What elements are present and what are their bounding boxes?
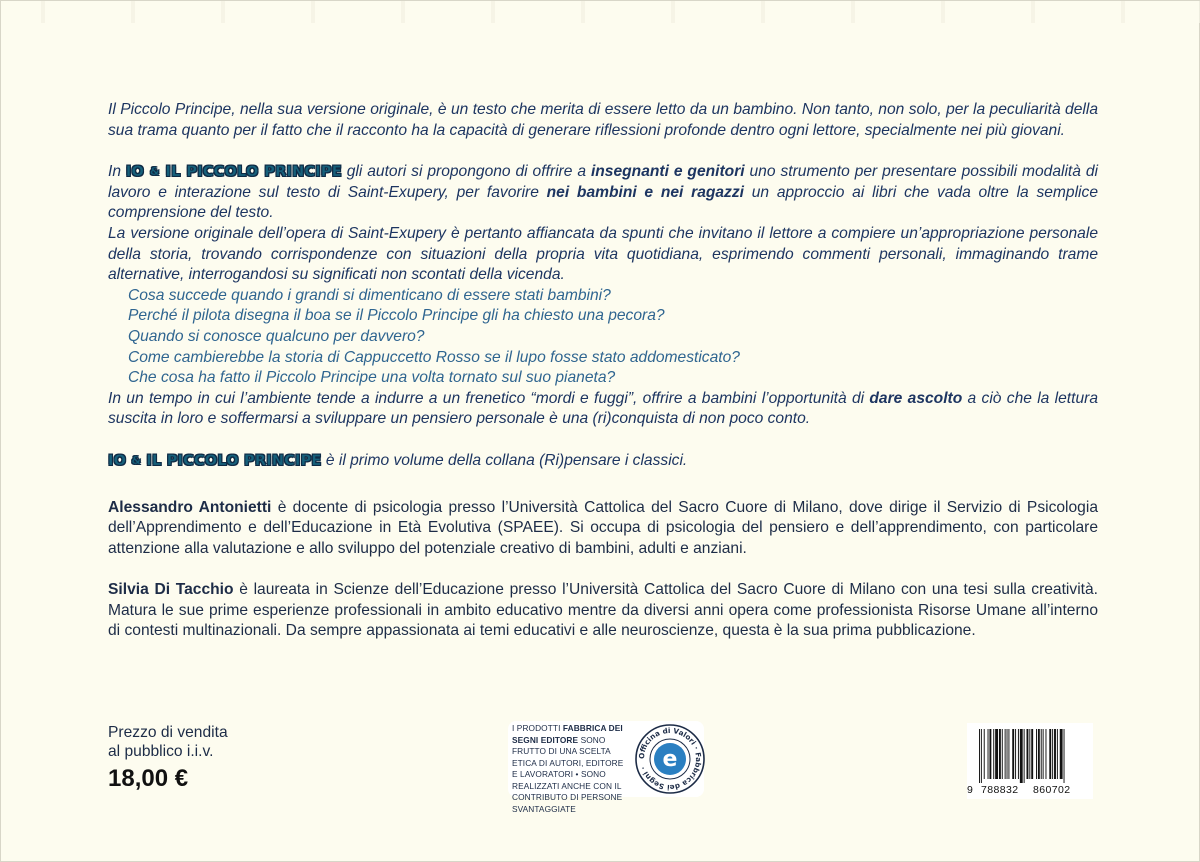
barcode-bar <box>1041 729 1042 779</box>
cover-text <box>108 100 1098 642</box>
isbn-barcode <box>967 723 1093 799</box>
svg-text:Officina di Valori · Fabbrica: Officina di Valori · Fabbrica dei Segni · <box>636 725 704 793</box>
emphasis-insegnanti: insegnanti e genitori <box>590 163 745 181</box>
series-line: IO & IL PICCOLO PRINCIPE è il primo volume della collana (Ri)pensare i classici. <box>108 451 688 469</box>
badge-text: I PRODOTTI FABBRICA DEI SEGNI EDITORE SONO FRUTTO DI UNA SCELTA ETICA DI AUTORI, EDITORE E LAVORATORI • SONO REALIZZATI ANCHE CON IL CONTRIBUTO DI PERSONE SVANTAGGIATE <box>512 723 624 814</box>
barcode-bar <box>1049 729 1051 779</box>
question-item: Quando si conosce qualcuno per davvero? <box>128 327 425 345</box>
barcode-bar <box>1027 729 1029 779</box>
barcode-bar <box>999 729 1001 779</box>
officina-valori-seal-icon <box>634 723 706 795</box>
barcode-bar <box>981 729 982 783</box>
author-name: Alessandro Antonietti <box>108 498 272 516</box>
barcode-bar <box>1018 729 1019 779</box>
price-block <box>108 723 308 792</box>
series-logo: IO & IL PICCOLO PRINCIPE <box>108 452 322 469</box>
question-item: Che cosa ha fatto il Piccolo Principe una volta tornato sul suo pianeta? <box>128 369 616 387</box>
series-logo: IO & IL PICCOLO PRINCIPE <box>125 164 342 181</box>
price-label: al pubblico i.i.v. <box>108 743 214 760</box>
top-edge-texture <box>1 1 1200 23</box>
isbn-number: 9 788832 860702 <box>967 784 1071 796</box>
barcode-bar <box>1057 729 1058 779</box>
barcode-bar <box>1020 729 1023 783</box>
barcode-bar <box>1012 729 1014 779</box>
emphasis-bambini: nei bambini e nei ragazzi <box>546 183 744 201</box>
barcode-bar <box>1060 729 1063 779</box>
question-item: Cosa succede quando i grandi si dimenticano di essere stati bambini? <box>128 286 611 304</box>
barcode-bar <box>1029 729 1030 779</box>
barcode-bar <box>1002 729 1003 779</box>
svg-text:e: e <box>662 747 678 772</box>
barcode-bar <box>993 729 994 779</box>
barcode-bar <box>1005 729 1006 779</box>
barcode-bar <box>1024 729 1025 783</box>
questions-list <box>108 286 1098 389</box>
price-amount: 18,00 € <box>108 765 189 792</box>
barcode-bar <box>989 729 991 779</box>
barcode-bar <box>1038 729 1040 779</box>
price-label: Prezzo di vendita <box>108 724 228 741</box>
approach-paragraph: La versione originale dell’opera di Saint-Exupery è pertanto affiancata da spunti che invitano il lettore a compiere un’appropriazione personale della storia, trovando corrispondenze con situazioni della propria vita quotidiana, esprimendo commenti personali, immaginando trame alternative, interrogandosi su significati non scontati della vicenda. <box>108 224 1098 284</box>
barcode-bar <box>1008 729 1009 779</box>
barcode-bar <box>1031 729 1033 779</box>
barcode-bar <box>1064 729 1065 783</box>
question-item: Come cambierebbe la storia di Cappuccetto Rosso se il lupo fosse stato addomesticato? <box>128 348 740 366</box>
ethics-badge <box>508 721 704 814</box>
author-bio: Alessandro Antonietti è docente di psicologia presso l’Università Cattolica del Sacro Cuore di Milano, dove dirige il Servizio di Psicologia dell’Apprendimento e dell’Educazione in Età Evolutiva (SPAEE). Si occupa di psicologia del pensiero e dell’apprendimento, con particolare attenzione alla valutazione e allo sviluppo del potenziale creativo di bambini, adulti e anziani. <box>108 498 1098 557</box>
question-item: Perché il pilota disegna il boa se il Piccolo Principe gli ha chiesto una pecora? <box>128 307 665 325</box>
author-name: Silvia Di Tacchio <box>108 581 234 599</box>
barcode-bar <box>984 729 985 779</box>
barcode-bar <box>1046 729 1047 779</box>
barcode-bar <box>988 729 989 779</box>
closing-paragraph: In un tempo in cui l’ambiente tende a indurre a un frenetico “mordi e fuggi”, offrire a bambini l’opportunità di dare ascolto a ciò che la lettura suscita in loro e soffermarsi a sviluppare un pensiero personale è una (ri)conquista di non poco conto. <box>108 389 1098 428</box>
emphasis-dare-ascolto: dare ascolto <box>869 389 963 407</box>
barcode-bar <box>979 729 980 783</box>
barcode-bar <box>1036 729 1037 779</box>
intro-paragraph: Il Piccolo Principe, nella sua versione originale, è un testo che merita di essere letto da un bambino. Non tanto, non solo, per la peculiarità della sua trama quanto per il fatto che il racconto ha la capacità di generare riflessioni profonde dentro ogni lettore, specialmente nei più giovani. <box>108 101 1098 139</box>
purpose-paragraph: In IO & IL PICCOLO PRINCIPE gli autori si propongono di offrire a insegnanti e genitori uno strumento per presentare possibili modalità di lavoro e interazione sul testo di Saint-Exupery, per favorire nei bambini e nei ragazzi un approccio ai libri che vada oltre la semplice comprensione del testo. <box>108 163 1098 222</box>
barcode-bar <box>1054 729 1056 779</box>
barcode-bar <box>1015 729 1016 779</box>
barcode-bars-icon <box>973 729 1087 783</box>
author-bio: Silvia Di Tacchio è laureata in Scienze dell’Educazione presso l’Università Cattolica del Sacro Cuore di Milano con una tesi sulla creatività. Matura le sue prime esperienze professionali in ambito educativo mentre da diversi anni opera come professionista Risorse Umane all’interno di contesti multinazionali. Da sempre appassionata ai temi educativi e alle neuroscienze, questa è la sua prima pubblicazione. <box>108 581 1098 640</box>
barcode-bar <box>995 729 998 779</box>
barcode-bar <box>1052 729 1053 779</box>
barcode-bar <box>1007 729 1008 779</box>
barcode-bar <box>1043 729 1044 779</box>
